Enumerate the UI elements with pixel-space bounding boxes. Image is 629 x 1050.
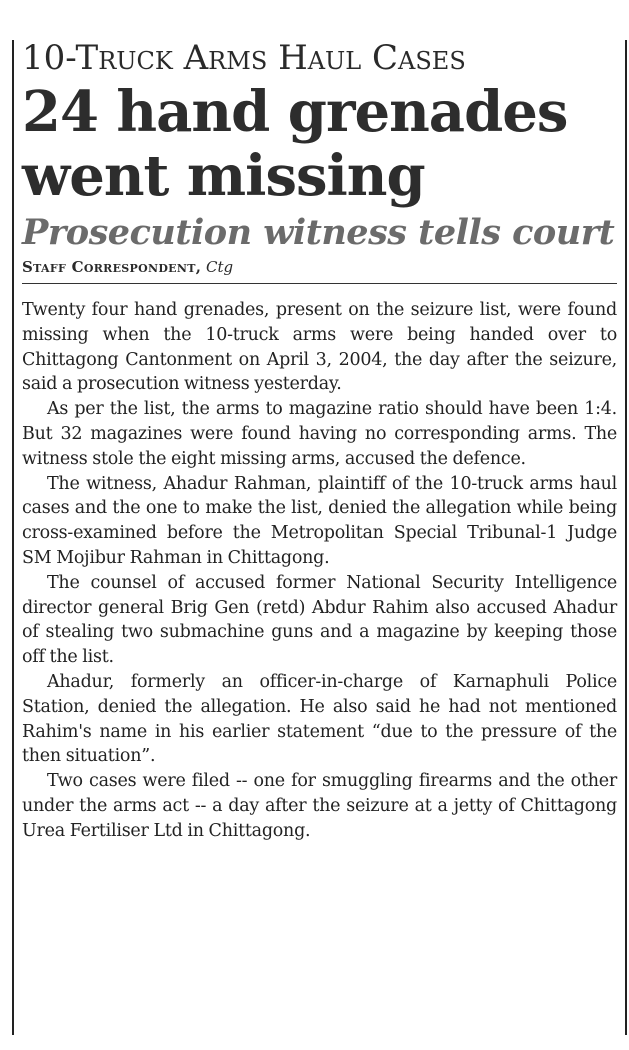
- headline: 24 hand grenades went missing: [22, 79, 568, 209]
- subhead: Prosecution witness tells court: [22, 212, 615, 253]
- byline-place: Ctg: [206, 258, 234, 276]
- byline-divider: [22, 283, 617, 284]
- column-rule-left: [12, 40, 14, 1035]
- paragraph-6: Two cases were filed -- one for smuggling firearms and the other under the arms act -- a day after the seizure at a jetty of Chittagong Urea Fertiliser Ltd in Chittagong.: [22, 771, 617, 841]
- paragraph-3: The witness, Ahadur Rahman, plaintiff of the 10-truck arms haul cases and the one to make the list, denied the allegation while being cross-examined before the Metropolitan Special Tribunal-1 Judge SM Mojibur Rahman in Chittagong.: [22, 473, 617, 568]
- kicker: 10-Truck Arms Haul Cases: [22, 38, 466, 78]
- paragraph-5: Ahadur, formerly an officer-in-charge of Karnaphuli Police Station, denied the allegation. He also said he had not mentioned Rahim's name in his earlier statement “due to the pressure of the then situation”.: [22, 671, 617, 767]
- paragraph-1: Twenty four hand grenades, present on the seizure list, were found missing when the 10-truck arms were being handed over to Chittagong Cantonment on April 3, 2004, the day after the seizure, said a prosecution witness yesterday.: [22, 300, 617, 395]
- column-rule-right: [625, 40, 627, 1035]
- paragraph-4: The counsel of accused former National Security Intelligence director general Brig Gen (retd) Abdur Rahim also accused Ahadur of stealing two submachine guns and a magazine by keeping those off the list.: [22, 572, 617, 668]
- news-article: [22, 38, 617, 844]
- article-body: [22, 298, 617, 844]
- byline-name: Staff Correspondent,: [22, 258, 202, 276]
- paragraph-2: As per the list, the arms to magazine ratio should have been 1:4. But 32 magazines were found having no corresponding arms. The witness stole the eight missing arms, accused the defence.: [22, 399, 617, 469]
- byline: [22, 256, 617, 278]
